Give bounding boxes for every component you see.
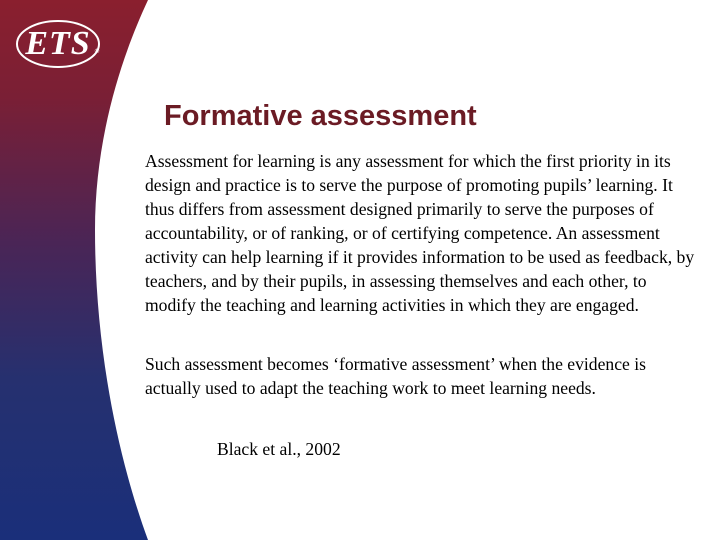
paragraph-definition: Assessment for learning is any assessment for which the first priority in its design and practice is to serve the purpose of promoting pupils’ learning. It thus differs from assessment designed primarily to serve the purposes of accountability, or of ranking, or of certifying competence. An assessment activity can help learning if it provides information to be used as feedback, by teachers, and by their pupils, in assessing themselves and each other, to modify the teaching and learning activities in which they are engaged. <box>145 151 695 315</box>
registered-mark: ® <box>94 48 100 55</box>
ets-logo <box>14 18 102 70</box>
body-text <box>145 149 697 317</box>
citation: Black et al., 2002 <box>217 439 341 459</box>
background-curve <box>0 0 148 540</box>
paragraph-formative: Such assessment becomes ‘formative assessment’ when the evidence is actually used to adapt the teaching work to meet learning needs. <box>145 354 646 398</box>
slide-title: Formative assessment <box>164 100 477 132</box>
logo-text: ETS <box>25 25 91 62</box>
